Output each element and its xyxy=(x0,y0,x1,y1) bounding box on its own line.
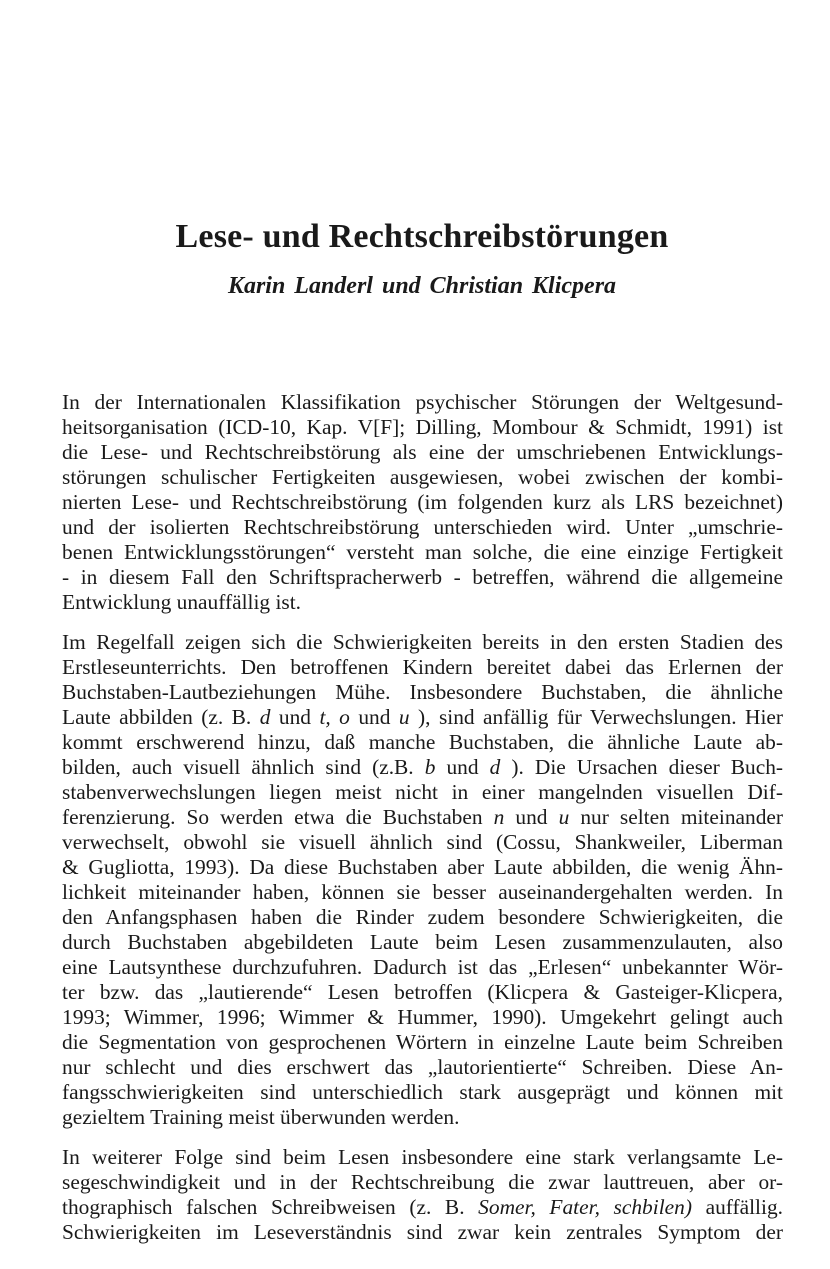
text-segment: gezieltem Training meist überwunden werden. xyxy=(62,1105,460,1129)
italic-text: t, o xyxy=(319,705,350,729)
text-line xyxy=(62,490,783,515)
text-line xyxy=(62,590,783,615)
text-line xyxy=(62,880,783,905)
text-line xyxy=(62,390,783,415)
text-line xyxy=(62,1005,783,1030)
text-segment: und xyxy=(349,705,399,729)
text-segment: ferenzierung. So werden etwa die Buchstaben xyxy=(62,805,494,829)
text-line xyxy=(62,515,783,540)
text-segment: In weiterer Folge sind beim Lesen insbesondere eine stark verlangsamte Le- xyxy=(62,1145,783,1169)
text-segment: die Segmentation von gesprochenen Wörtern in einzelne Laute beim Schreiben xyxy=(62,1030,783,1054)
text-line xyxy=(62,655,783,680)
text-line xyxy=(62,1030,783,1055)
text-line xyxy=(62,980,783,1005)
text-line xyxy=(62,680,783,705)
text-segment: heitsorganisation (ICD-10, Kap. V[F]; Dilling, Mombour & Schmidt, 1991) ist xyxy=(62,415,783,439)
text-segment: ), sind anfällig für Verwechslungen. Hier xyxy=(409,705,784,729)
text-segment: nierten Lese- und Rechtschreibstörung (im folgenden kurz als LRS bezeichnet) xyxy=(62,490,783,514)
text-segment: kommt erschwerend hinzu, daß manche Buchstaben, die ähnliche Laute ab- xyxy=(62,730,783,754)
text-line xyxy=(62,415,783,440)
text-segment: den Anfangsphasen haben die Rinder zudem besondere Schwierigkeiten, die xyxy=(62,905,783,929)
text-line xyxy=(62,905,783,930)
body-text xyxy=(62,390,783,1260)
text-line xyxy=(62,705,783,730)
text-segment: thographisch falschen Schreibweisen (z. B. xyxy=(62,1195,479,1219)
italic-text: d xyxy=(259,705,271,729)
text-segment: störungen schulischer Fertigkeiten ausgewiesen, wobei zwischen der kombi- xyxy=(62,465,783,489)
text-segment: bilden, auch visuell ähnlich sind (z.B. xyxy=(62,755,425,779)
text-line xyxy=(62,1105,783,1130)
text-segment: fangsschwierigkeiten sind unterschiedlich stark ausgeprägt und können mit xyxy=(62,1080,783,1104)
text-segment: verwechselt, obwohl sie visuell ähnlich sind (Cossu, Shankweiler, Liberman xyxy=(62,830,783,854)
text-line xyxy=(62,1145,783,1170)
text-line xyxy=(62,1055,783,1080)
text-segment: Im Regelfall zeigen sich die Schwierigkeiten bereits in den ersten Stadien des xyxy=(62,630,783,654)
text-line xyxy=(62,1220,783,1245)
text-segment: Erstleseunterrichts. Den betroffenen Kindern bereitet dabei das Erlernen der xyxy=(62,655,783,679)
text-line xyxy=(62,955,783,980)
text-segment: die Lese- und Rechtschreibstörung als eine der umschriebenen Entwicklungs- xyxy=(62,440,783,464)
text-segment: und xyxy=(504,805,559,829)
page-title: Lese- und Rechtschreibstörungen xyxy=(175,218,669,255)
italic-text: d xyxy=(489,755,501,779)
text-segment: lichkeit miteinander haben, können sie besser auseinandergehalten werden. In xyxy=(62,880,783,904)
paragraph xyxy=(62,390,783,615)
text-segment: 1993; Wimmer, 1996; Wimmer & Hummer, 1990). Umgekehrt gelingt auch xyxy=(62,1005,783,1029)
text-line xyxy=(62,855,783,880)
text-segment: und xyxy=(270,705,320,729)
text-segment: nur schlecht und dies erschwert das „lautorientierte“ Schreiben. Diese An- xyxy=(62,1055,783,1079)
text-segment: ). Die Ursachen dieser Buch- xyxy=(500,755,784,779)
text-line xyxy=(62,1195,783,1220)
text-segment: Laute abbilden (z. B. xyxy=(62,705,260,729)
text-segment: durch Buchstaben abgebildeten Laute beim Lesen zusammenzulauten, also xyxy=(62,930,783,954)
text-segment: nur selten miteinander xyxy=(569,805,784,829)
italic-text: b xyxy=(424,755,436,779)
text-segment: Buchstaben-Lautbeziehungen Mühe. Insbesondere Buchstaben, die ähnliche xyxy=(62,680,783,704)
text-segment: und xyxy=(435,755,490,779)
text-segment: Schwierigkeiten im Leseverständnis sind zwar kein zentrales Symptom der xyxy=(62,1220,783,1244)
text-segment: und der isolierten Rechtschreibstörung unterschieden wird. Unter „umschrie- xyxy=(62,515,783,539)
italic-text: u xyxy=(398,705,410,729)
text-segment: In der Internationalen Klassifikation psychischer Störungen der Weltgesund- xyxy=(62,390,783,414)
text-line xyxy=(62,465,783,490)
text-line xyxy=(62,930,783,955)
text-segment: ter bzw. das „lautierende“ Lesen betroffen (Klicpera & Gasteiger-Klicpera, xyxy=(62,980,783,1004)
italic-text: Somer, Fater, schbilen) xyxy=(478,1195,692,1219)
text-line xyxy=(62,440,783,465)
text-segment: eine Lautsynthese durchzufuhren. Dadurch ist das „Erlesen“ unbekannter Wör- xyxy=(62,955,783,979)
text-line xyxy=(62,730,783,755)
italic-text: n xyxy=(493,805,505,829)
text-segment: - in diesem Fall den Schriftspracherwerb - betreffen, während die allgemeine xyxy=(62,565,783,589)
authors: Karin Landerl und Christian Klicpera xyxy=(227,273,617,299)
text-line xyxy=(62,565,783,590)
italic-text: u xyxy=(558,805,570,829)
text-line xyxy=(62,830,783,855)
text-line xyxy=(62,780,783,805)
text-segment: benen Entwicklungsstörungen“ versteht man solche, die eine einzige Fertigkeit xyxy=(62,540,783,564)
text-line xyxy=(62,755,783,780)
text-line xyxy=(62,1170,783,1195)
paragraph xyxy=(62,630,783,1130)
text-segment: stabenverwechslungen liegen meist nicht in einer mangelnden visuellen Dif- xyxy=(62,780,783,804)
text-line xyxy=(62,1080,783,1105)
text-segment: auffällig. xyxy=(691,1195,783,1219)
text-segment: & Gugliotta, 1993). Da diese Buchstaben aber Laute abbilden, die wenig Ähn- xyxy=(62,855,783,879)
text-line xyxy=(62,805,783,830)
text-line xyxy=(62,630,783,655)
text-line xyxy=(62,540,783,565)
text-segment: segeschwindigkeit und in der Rechtschreibung die zwar lauttreuen, aber or- xyxy=(62,1170,783,1194)
text-segment: Entwicklung unauffällig ist. xyxy=(62,590,302,614)
paragraph xyxy=(62,1145,783,1245)
